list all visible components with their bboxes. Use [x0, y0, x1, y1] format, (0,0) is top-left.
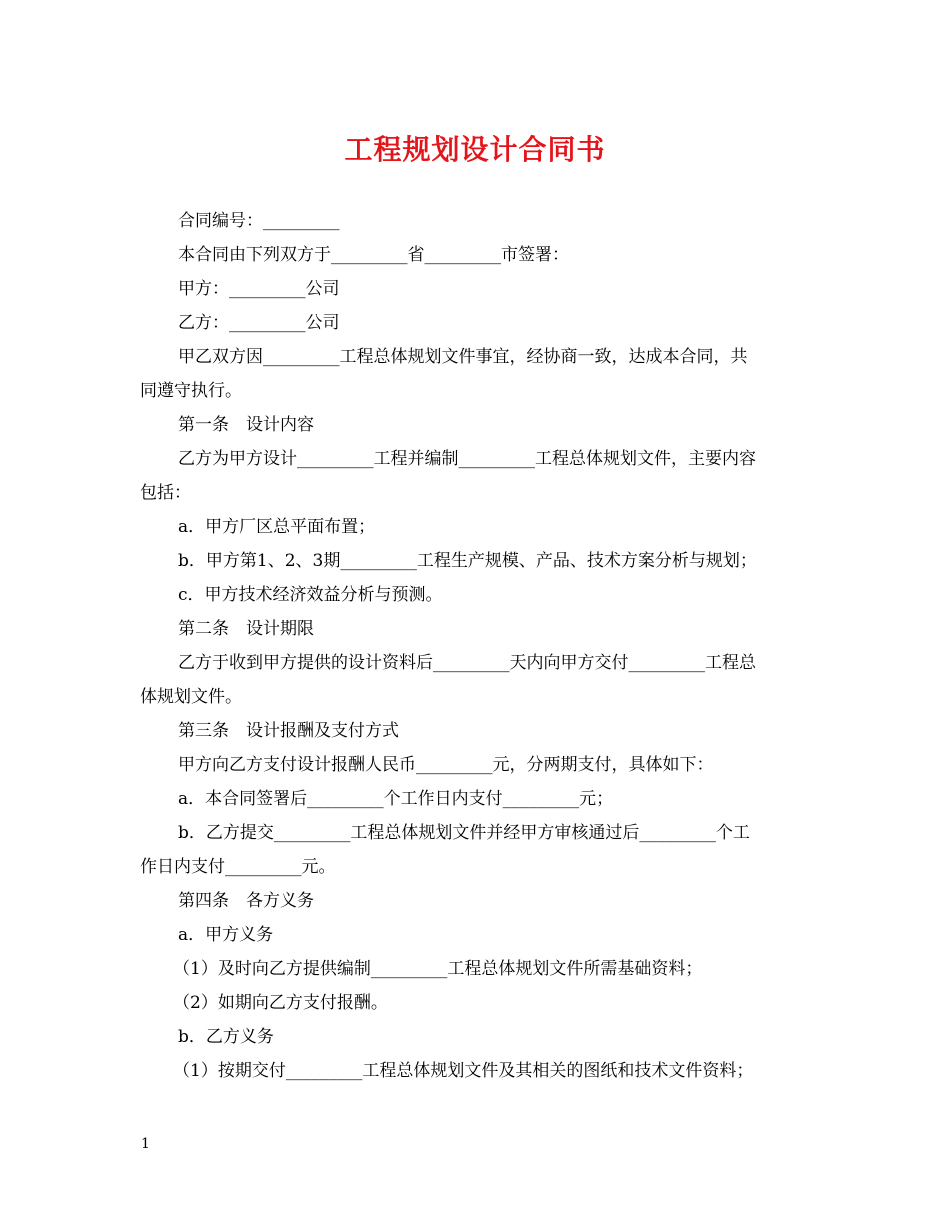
article-3-item-b-line-1: b．乙方提交_________工程总体规划文件并经甲方审核通过后_________个工 [178, 823, 750, 843]
document-body [140, 204, 812, 1088]
party-b-obligation-1: （1）按期交付_________工程总体规划文件及其相关的图纸和技术文件资料； [173, 1061, 754, 1081]
article-1-text-line-2: 包括： [140, 483, 191, 503]
article-2-text-line-2: 体规划文件。 [140, 687, 242, 707]
contract-number-line: 合同编号：_________ [178, 211, 340, 231]
article-2-text-line-1: 乙方于收到甲方提供的设计资料后_________天内向甲方交付_________工程总 [178, 653, 756, 673]
preamble-line-1: 甲乙双方因_________工程总体规划文件事宜，经协商一致，达成本合同，共 [178, 347, 748, 367]
article-3-item-a: a．本合同签署后_________个工作日内支付_________元； [178, 789, 614, 809]
article-4-heading: 第四条 各方义务 [178, 891, 314, 911]
party-a-obligation-1: （1）及时向乙方提供编制_________工程总体规划文件所需基础资料； [173, 959, 703, 979]
article-1-item-a: a．甲方厂区总平面布置； [178, 517, 376, 537]
party-a-obligations-heading: a．甲方义务 [178, 925, 274, 945]
party-a-obligation-2: （2）如期向乙方支付报酬。 [173, 993, 388, 1013]
party-a-line: 甲方：_________公司 [178, 279, 340, 299]
party-b-obligations-heading: b．乙方义务 [178, 1027, 274, 1047]
signing-location-line: 本合同由下列双方于_________省_________市签署： [178, 245, 569, 265]
article-1-item-c: c．甲方技术经济效益分析与预测。 [178, 585, 443, 605]
article-3-heading: 第三条 设计报酬及支付方式 [178, 721, 399, 741]
article-2-heading: 第二条 设计期限 [178, 619, 314, 639]
party-b-line: 乙方：_________公司 [178, 313, 340, 333]
article-1-text-line-1: 乙方为甲方设计_________工程并编制_________工程总体规划文件，主要内容 [178, 449, 756, 469]
article-1-item-b: b．甲方第1、2、3期_________工程生产规模、产品、技术方案分析与规划； [178, 551, 757, 571]
preamble-line-2: 同遵守执行。 [140, 381, 242, 401]
document-title: 工程规划设计合同书 [344, 133, 606, 166]
article-3-item-b-line-2: 作日内支付_________元。 [140, 857, 336, 877]
article-1-heading: 第一条 设计内容 [178, 415, 314, 435]
page-number: 1 [141, 1136, 150, 1152]
article-3-text: 甲方向乙方支付设计报酬人民币_________元，分两期支付，具体如下： [178, 755, 714, 775]
